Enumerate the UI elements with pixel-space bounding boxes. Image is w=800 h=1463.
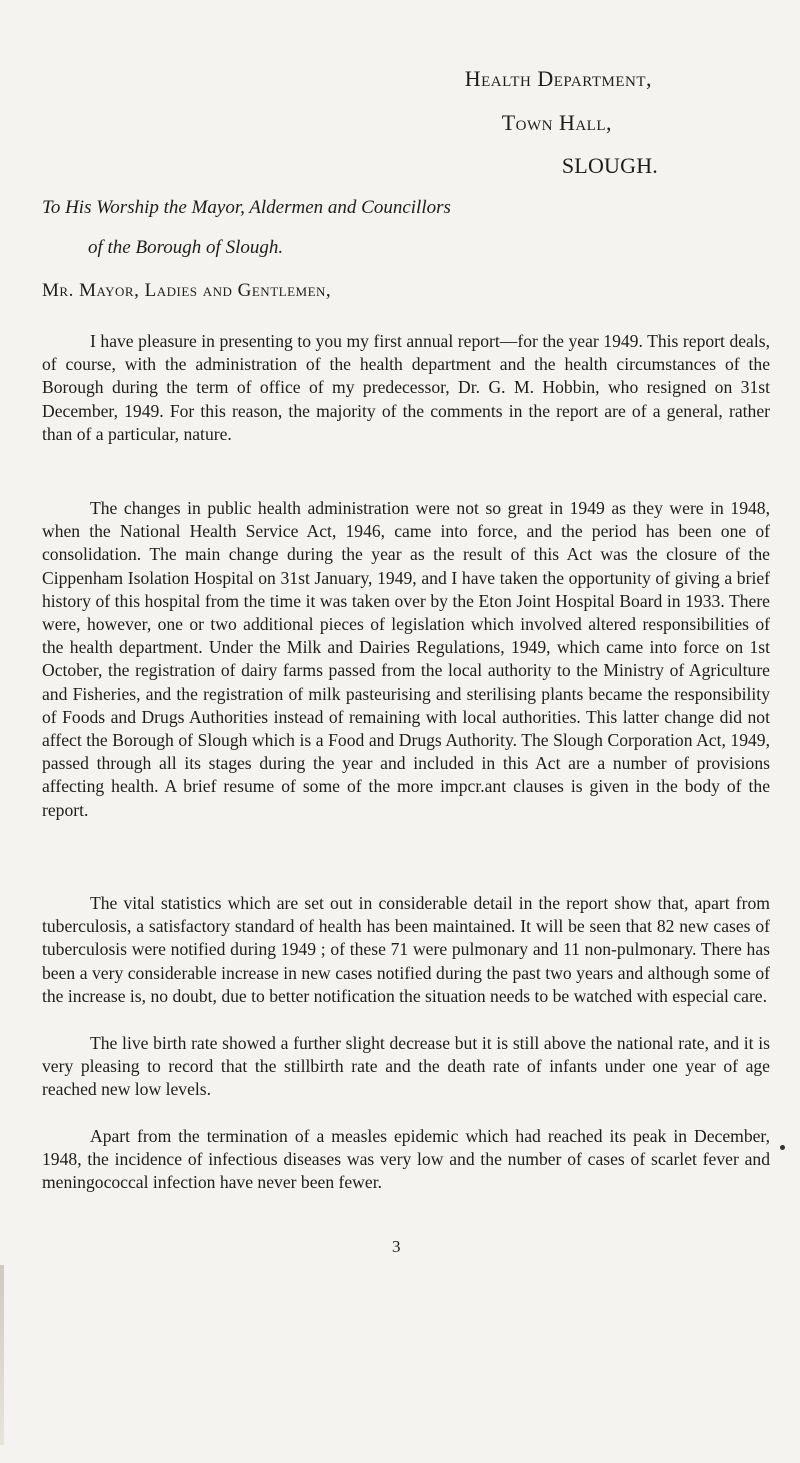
paragraph-birth-rate: The live birth rate showed a further slight decrease but it is still above the national rate, and it is very pleasing to record that the stillbirth rate and the death rate of infants under one year of age reached new low levels. — [42, 1033, 770, 1100]
paragraph-infectious-diseases: Apart from the termination of a measles epidemic which had reached its peak in December, 1948, the incidence of infectious diseases was very low and the number of cases of scarlet fever and meningococcal infection have never been fewer. — [42, 1126, 770, 1193]
margin-dot — [780, 1145, 785, 1150]
paragraph-vital-statistics: The vital statistics which are set out in considerable detail in the report show that, apart from tuberculosis, a satisfactory standard of health has been maintained. It will be seen that 82 new cases of tuberculosis were notified during 1949 ; of these 71 were pulmonary and 11 non-pulmonary. There has been a very considerable increase in new cases notified during the past two years and although some of the increase is, no doubt, due to better notification the situation needs to be watched with especial care. — [42, 893, 770, 1006]
scan-edge-shadow — [0, 1265, 4, 1445]
address-line-town: SLOUGH. — [561, 153, 658, 178]
salutation: Mr. Mayor, Ladies and Gentlemen, — [42, 280, 332, 301]
page-number: 3 — [392, 1237, 401, 1256]
addressee-line-2: of the Borough of Slough. — [88, 237, 284, 258]
address-line-town-hall: Town Hall, — [501, 110, 612, 135]
department-heading: Health Department, — [464, 66, 652, 91]
paragraph-introduction: I have pleasure in presenting to you my first annual report—for the year 1949. This report deals, of course, with the administration of the health department and the health circumstances of the Borough during the term of office of my predecessor, Dr. G. M. Hobbin, who resigned on 31st December, 1949. For this reason, the majority of the comments in the report are of a general, rather than of a particular, nature. — [42, 331, 770, 444]
addressee-line-1: To His Worship the Mayor, Aldermen and Councillors — [42, 197, 451, 218]
paragraph-administration-changes: The changes in public health administration were not so great in 1949 as they were in 1948, when the National Health Service Act, 1946, came into force, and the period has been one of consolidation. The main change during the year as the result of this Act was the closure of the Cippenham Isolation Hospital on 31st January, 1949, and I have taken the opportunity of giving a brief history of this hospital from the time it was taken over by the Eton Joint Hospital Board in 1933. There were, however, one or two additional pieces of legislation which involved altered responsibilities of the health department. Under the Milk and Dairies Regulations, 1949, which came into force on 1st October, the registration of dairy farms passed from the local authority to the Ministry of Agriculture and Fisheries, and the registration of milk pasteurising and sterilising plants became the responsibility of Foods and Drugs Authorities instead of remaining with local authorities. This latter change did not affect the Borough of Slough which is a Food and Drugs Authority. The Slough Corporation Act, 1949, passed through all its stages during the year and included in this Act are a number of provisions affecting health. A brief resume of some of the more impcr.ant clauses is given in the body of the report. — [42, 498, 770, 820]
